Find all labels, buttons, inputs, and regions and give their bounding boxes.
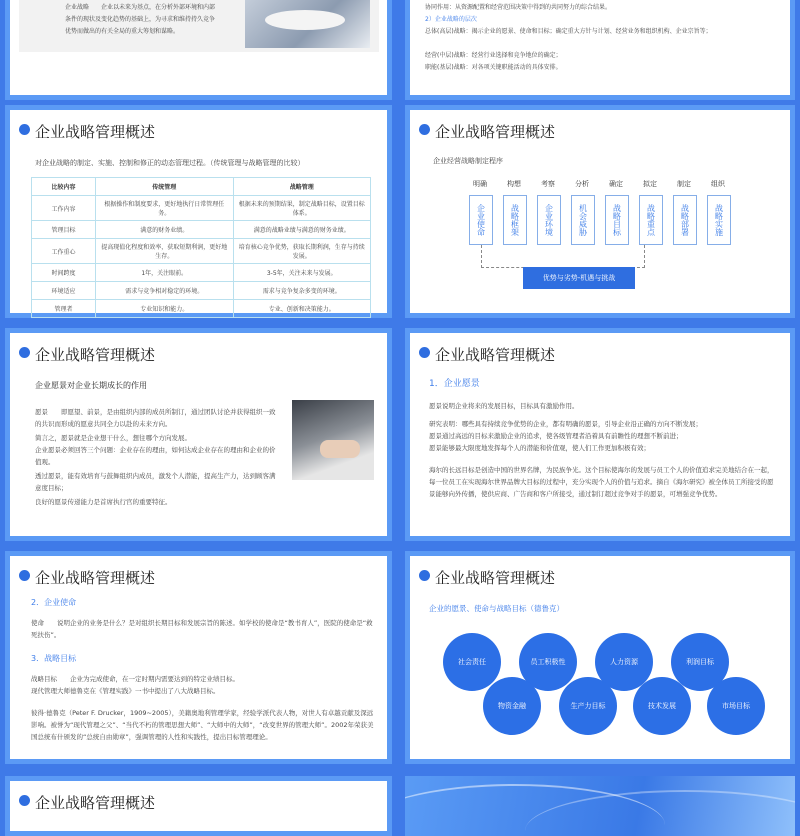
photo-table-shape <box>265 10 345 30</box>
procedure-box: 机会威胁 <box>571 195 595 245</box>
haier-example: 海尔的长远目标是创造中国的世界名牌，为民族争光。这个目标使海尔的发展与员工个人的价值追求完美地结合在一起，每一位员工在实现海尔世界品牌大目标的过程中，充分实现个人的价值与追求。摘自《海尔研究》被全体员工所接受的愿景能够向外传播，使供应商、广告商和客户所接受，通过制订超过竞争对手的愿景，可增强竞争优势。 <box>429 466 774 498</box>
drucker-goals-text: 现代管理大师德鲁克在《管理实践》一书中提出了八大战略目标。 <box>31 687 220 695</box>
table-cell: 环境适应 <box>32 282 96 300</box>
slide-next-preview <box>5 776 392 836</box>
vision-motivation: 愿景通过高远的目标来激励企业的追求，使各级管理者沿着具有前瞻性的理想不断前进； <box>429 432 683 440</box>
step-label: 构想 <box>507 180 521 188</box>
vision-questions: 企业愿景必须回答三个问题：企业存在的理由，如何达成企业存在的理由和企业的价值观。 <box>35 446 276 466</box>
slide-enterprise-vision <box>405 328 795 541</box>
table-cell: 培育核心竞争优势，获取长期利润，生存与持续发展。 <box>233 239 371 264</box>
slide-title: 企业战略管理概述 <box>35 346 156 364</box>
procedure-box: 企业环境 <box>537 195 561 245</box>
table-cell: 提高现值化程度和效率，获取短期利润，更好地生存。 <box>96 239 234 264</box>
step-label: 组织 <box>711 180 725 188</box>
corporate-strategy-line: 总体(高层)战略：揭示企业的愿景、使命和目标；确定重大方针与计划、经营业务和组织机构、企业宗旨等； <box>425 28 712 35</box>
synergy-line: 协同作用：从资源配置和经营范围决策中得到的共同努力的综合结果。 <box>425 4 612 11</box>
table-row <box>32 264 371 282</box>
title-bullet-icon <box>19 795 30 806</box>
goal-circle: 人力资源 <box>595 633 653 691</box>
goal-circle: 技术发展 <box>633 677 691 735</box>
slide-title: 企业战略管理概述 <box>35 794 156 812</box>
slide-drucker-goals <box>405 551 795 764</box>
slide-closing-preview <box>405 776 795 836</box>
goals-heading: 3．战略目标 <box>31 654 77 663</box>
vision-effects: 透过愿景，能有效培育与鼓舞组织内成员，激发个人潜能，提高生产力，达到顾客满意度目标； <box>35 472 276 492</box>
circles-subtitle: 企业的愿景、使命与战略目标（德鲁克） <box>429 604 564 613</box>
comparison-intro: 对企业战略的制定、实施、控制和修正的动态管理过程。（传统管理与战略管理的比较） <box>35 159 305 167</box>
slide-title: 企业战略管理概述 <box>435 346 556 364</box>
table-header-row <box>32 178 371 196</box>
slide-vision-role <box>5 328 392 541</box>
table-header: 传统管理 <box>96 178 234 196</box>
comparison-table <box>31 177 371 318</box>
goal-circle: 社会责任 <box>443 633 501 691</box>
meeting-photo <box>245 0 370 48</box>
table-row <box>32 300 371 318</box>
table-cell: 需求与竞争复杂多变的环境。 <box>233 282 371 300</box>
table-cell: 专业知识和能力。 <box>96 300 234 318</box>
research-finding: 研究表明：哪些具有持续竞争优势的企业，都有明确的愿景，引导企业沿正确的方向不断发展； <box>429 420 702 428</box>
slide-title: 企业战略管理概述 <box>435 569 556 587</box>
table-cell: 管理目标 <box>32 221 96 239</box>
slide-title: 企业战略管理概述 <box>35 123 156 141</box>
slide-title: 企业战略管理概述 <box>35 569 156 587</box>
writing-photo <box>292 400 374 480</box>
title-bullet-icon <box>19 347 30 358</box>
table-cell: 满意的战略业绩与满意的财务业绩。 <box>233 221 371 239</box>
procedure-box: 企业使命 <box>469 195 493 245</box>
table-row <box>32 239 371 264</box>
procedure-subtitle: 企业经营战略制定程序 <box>433 157 503 165</box>
vision-ceo-trait: 良好的愿景传递能力是首席执行官的重要特征。 <box>35 498 172 506</box>
step-label: 确定 <box>609 180 623 188</box>
drucker-bio: 彼得·德鲁克（Peter F. Drucker，1909~2005），美籍奥地利管理学家，经验学派代表人物，对世人有卓越贡献及深远影响。被誉为“现代管理之父”、“当代不朽的管理思想大师”、“大师中的大师”，“改变世界的管理大师”。2002年荣获美国总统布什颁发的“总统自由勋章”，强调管理的人性和实践性，提出目标管理理论。 <box>31 709 374 741</box>
title-bullet-icon <box>419 347 430 358</box>
table-cell: 工作重心 <box>32 239 96 264</box>
step-label: 分析 <box>575 180 589 188</box>
slide-strategy-levels <box>405 0 795 100</box>
title-bullet-icon <box>419 124 430 135</box>
swot-box: 优势与劣势-机遇与挑战 <box>523 267 635 289</box>
slide-strategy-procedure <box>405 105 795 318</box>
procedure-box: 战略实施 <box>707 195 731 245</box>
strategy-definition-text: 企业战略 企业以未来为基点，在分析外部环境和内部条件的现状及变化趋势的基础上，为寻求和维持持久竞争优势而做出的有关全局的重大筹划和谋略。 <box>65 4 216 35</box>
slide-title: 企业战略管理概述 <box>435 123 556 141</box>
mission-heading: 2．企业使命 <box>31 598 77 607</box>
table-cell: 专业、创新和决策能力。 <box>233 300 371 318</box>
table-cell: 需求与竞争相对稳定的环境。 <box>96 282 234 300</box>
slide-enterprise-strategy-definition <box>5 0 392 100</box>
mission-text: 使命 说明企业的业务是什么？是对组织长期目标和发展宗旨的陈述。如学校的使命是“教书育人”，医院的使命是“救死扶伤”。 <box>31 619 373 639</box>
goal-circle: 市场目标 <box>707 677 765 735</box>
step-label: 明确 <box>473 180 487 188</box>
functional-strategy-line: 职能(基层)战略：对各项关键职能活动的具体安排。 <box>425 64 562 71</box>
table-header: 比较内容 <box>32 178 96 196</box>
vision-intro: 愿景说明企业将来的发展目标，目标具有激励作用。 <box>429 402 579 410</box>
goal-circle: 员工积极性 <box>519 633 577 691</box>
title-bullet-icon <box>419 570 430 581</box>
vision-subtitle: 企业愿景对企业长期成长的作用 <box>35 381 147 390</box>
procedure-box: 战略框架 <box>503 195 527 245</box>
table-cell: 1年，关注眼前。 <box>96 264 234 282</box>
vision-definition: 愿景 即愿望、前景，是由组织内部的成员所制订，通过团队讨论并获得组织一致的共识而形成的愿意共同全力以赴的未来方向。 <box>35 408 276 428</box>
vision-summary: 简言之，愿景就是企业想干什么，想往哪个方向发展。 <box>35 434 191 442</box>
strategy-levels-heading: 2）企业战略的层次 <box>425 16 477 23</box>
dashed-connector <box>481 245 645 268</box>
goal-circle: 利润目标 <box>671 633 729 691</box>
business-strategy-line: 经营(中层)战略：经营行业选择和竞争地位的确定； <box>425 52 562 59</box>
goal-circle: 物资金融 <box>483 677 541 735</box>
table-header: 战略管理 <box>233 178 371 196</box>
table-cell: 根据未来的预期结果，制定战略目标，设置目标体系。 <box>233 196 371 221</box>
slide-mission-goals <box>5 551 392 764</box>
step-label: 制定 <box>677 180 691 188</box>
step-label: 拟定 <box>643 180 657 188</box>
vision-heading: 1．企业愿景 <box>429 379 480 389</box>
table-row <box>32 196 371 221</box>
table-cell: 根据操作和制度要求，更好地执行日常管理任务。 <box>96 196 234 221</box>
title-bullet-icon <box>19 570 30 581</box>
step-label: 考察 <box>541 180 555 188</box>
vision-potential: 愿景能够最大限度地发挥每个人的潜能和价值观，使人们工作更加积极有效； <box>429 444 650 452</box>
procedure-box: 战略重点 <box>639 195 663 245</box>
table-cell: 满意的财务业绩。 <box>96 221 234 239</box>
photo-hand-shape <box>320 440 360 458</box>
table-cell: 时间跨度 <box>32 264 96 282</box>
table-cell: 管理者 <box>32 300 96 318</box>
goal-circle: 生产力目标 <box>559 677 617 735</box>
slide-management-comparison <box>5 105 392 318</box>
table-row <box>32 221 371 239</box>
table-row <box>32 282 371 300</box>
procedure-box: 战略部署 <box>673 195 697 245</box>
procedure-box: 战略目标 <box>605 195 629 245</box>
goals-text: 战略目标 企业为完成使命，在一定时期内需要达到的特定业绩目标。 <box>31 675 239 683</box>
table-cell: 工作内容 <box>32 196 96 221</box>
title-bullet-icon <box>19 124 30 135</box>
table-cell: 3-5年，关注未来与发展。 <box>233 264 371 282</box>
